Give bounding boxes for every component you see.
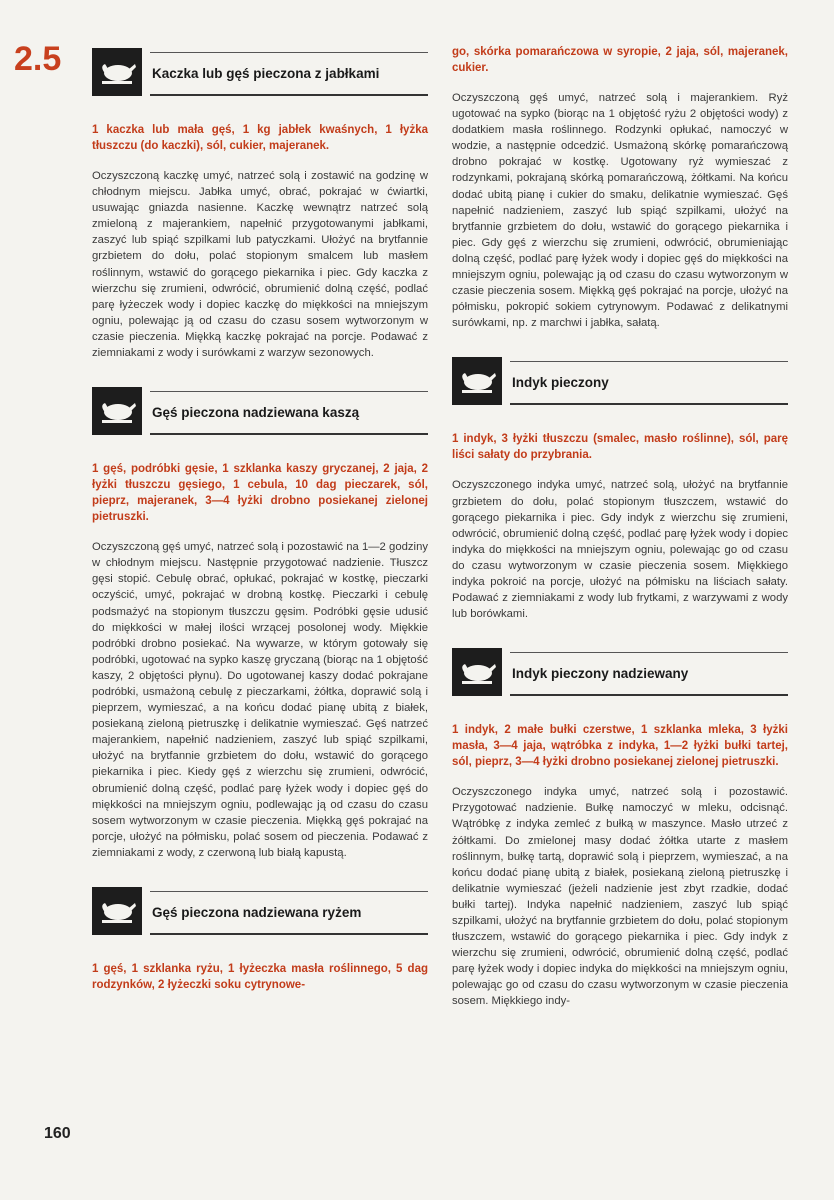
recipe-instructions: Oczyszczoną kaczkę umyć, natrzeć solą i zostawić na godzinę w chłodnym miejscu. Jabłka umyć, obrać, pokrajać w ćwiartki, usuwając gniazda nasienne. Kaczkę wewnątrz natrzeć solą zmieloną z majerankiem, napełnić przygotowanymi jabłkami, zaszyć lub spiąć szpilkami lub patyczkami. Ułożyć na brytfannie grzbietem do dołu, polać stopionym smalcem lub masłem roślinnym, wstawić do gorącego piekarnika i piec. Gdy kaczka z wierzchu się zrumieni, odwrócić, obrumienić dolną część, podlać parę łyżeczek wody i dopiec kaczkę do miękkości na mniejszym ogniu, polewając ją od czasu do czasu sosem wytworzonym w czasie pieczenia. Miękką kaczkę pokrajać na porcje. Podawać z ziemniakami z wody i surówkami z warzyw sezonowych. — [92, 170, 428, 360]
ingredients-continued: go, skórka pomarańczowa w syropie, 2 jaja, sól, majeranek, cukier. — [452, 46, 788, 74]
ingredients: 1 gęś, podróbki gęsie, 1 szklanka kaszy gryczanej, 2 jaja, 2 łyżki tłuszczu gęsiego, 1 cebula, 10 dag pieczarek, sól, pieprz, majeranek, 3—4 łyżki drobno posiekanej zielonej pietruszki. — [92, 463, 428, 524]
roast-poultry-icon — [92, 48, 142, 96]
recipe-instructions: Oczyszczoną gęś umyć, natrzeć solą i pozostawić na 1—2 godziny w chłodnym miejscu. Następnie przygotować nadzienie. Tłuszcz gęsi stopić. Cebulę obrać, opłukać, pokrajać w kostkę, pieczarki oczyścić, umyć, pokrajać w drobną kostkę. Pieczarki i cebulę podsmażyć na stopionym tłuszczu gęsim. Podróbki gęsie udusić do miękkości w małej ilości wrzącej posolonej wody. Miękkie podróbki drobno posiekać. Na wywarze, w którym gotowały się podróbki, ugotować na sypko kaszę gryczaną (biorąc na 1 objętość kaszy, 2 objętości płynu). Do ugotowanej kaszy dodać pokrajane podróbki, usmażoną cebulę z pieczarkami, żółtka, doprawić solą i pieprzem, wymieszać, a na końcu dodać pianę ubitą z białek, posiekaną zieloną pietruszkę i delikatnie wymieszać. Gęś natrzeć majerankiem, napełnić nadzieniem, zaszyć lub spiąć szpilkami, ułożyć na brytfannie grzbietem do dołu, wstawić do gorącego piekarnika i piec. Kiedy gęś z wierzchu się zrumieni, odwrócić, obrumienić dolną część, podlać parę łyżek wody i dopiec gęś do miękkości na mniejszym ogniu, podlewając ją od czasu do czasu sosem wytworzonym w czasie pieczenia. Miękką gęś pokrajać na porcje, ułożyć na półmisku, polać sosem od pieczenia. Podawać z ziemniakami z wody, z czerwoną lub białą kapustą. — [92, 541, 428, 859]
page-number: 160 — [44, 1125, 71, 1142]
ingredients: 1 indyk, 3 łyżki tłuszczu (smalec, masło roślinne), sól, parę liści sałaty do przybrania. — [452, 433, 788, 462]
recipe-instructions: Oczyszczonego indyka umyć, natrzeć solą i pozostawić. Przygotować nadzienie. Bułkę namoczyć w mleku, odcisnąć. Wątróbkę z indyka zemleć z bułką w maszynce. Masło utrzeć z żółtkami. Do zmielonej masy dodać żółtka utarte z masłem roślinnym, bułkę tartą, doprawić solą i pieprzem, wymieszać, a na końcu dodać pianę ubitą z białek, posiekaną zieloną pietruszkę i delikatnie wymieszać (jeżeli nadzienie jest zbyt rzadkie, dodać bułki tartej). Indyka napełnić nadzieniem, zaszyć lub spiąć szpilkami, ułożyć na brytfannie grzbietem do dołu, polać stopionym tłuszczem, wstawić do gorącego piekarnika i piec. Gdy indyk z wierzchu się zrumieni, odwrócić, obrumienić dolną część, podlać parę łyżek wody i dopiec indyka do miękkości na mniejszym ogniu, polewając go od czasu do czasu wytworzonym w czasie pieczenia sosem. Miękkiego indy- — [452, 786, 788, 1008]
recipe-header — [92, 387, 428, 439]
section-number: 2.5 — [14, 40, 62, 78]
roast-poultry-icon — [92, 887, 142, 935]
recipe-header — [452, 648, 788, 700]
right-column — [452, 44, 788, 1036]
recipe-title: Indyk pieczony nadziewany — [512, 666, 689, 682]
roast-poultry-icon — [452, 648, 502, 696]
recipe-title: Kaczka lub gęś pieczona z jabłkami — [152, 66, 380, 81]
roast-poultry-icon — [92, 387, 142, 435]
recipe-instructions: Oczyszczonego indyka umyć, natrzeć solą, ułożyć na brytfannie grzbietem do dołu, polać stopionym tłuszczem, wstawić do gorącego piekarnika i piec. Gdy indyk z wierzchu się zrumieni, odwrócić, obrumienić dolną część, podlać parę łyżek wody i dopiec indyka do miękkości na mniejszym ogniu, polewając go od czasu do czasu wytworzonym w czasie pieczenia sosem. Miękkiego indyka pokroić na porcje, ułożyć na półmisku na liściach sałaty. Podawać z ziemniakami z wody lub frytkami, z warzywami z wody lub borówkami. — [452, 479, 788, 621]
ingredients: 1 gęś, 1 szklanka ryżu, 1 łyżeczka masła roślinnego, 5 dag rodzynków, 2 łyżeczki soku cytrynowe- — [92, 963, 428, 991]
recipe-title: Gęś pieczona nadziewana ryżem — [152, 905, 362, 920]
recipe-header — [452, 357, 788, 409]
ingredients: 1 indyk, 2 małe bułki czerstwe, 1 szklanka mleka, 3 łyżki masła, 3—4 jaja, wątróbka z indyka, 1—2 łyżki bułki tartej, sól, pieprz, 3—4 łyżki drobno posiekanej zielonej pietruszki. — [452, 724, 788, 769]
recipe-instructions-continued: Oczyszczoną gęś umyć, natrzeć solą i majerankiem. Ryż ugotować na sypko (biorąc na 1 objętość ryżu 2 objętości wody) z dodatkiem masła roślinnego. Rodzynki opłukać, namoczyć w wodzie, a następnie odcedzić. Usmażoną skórkę pomarańczową drobno pokrajać w kostkę. Ugotowany ryż wymieszać z rodzynkami, pokrajaną skórką pomarańczową, żółtkami. Na końcu dodać ubitą pianę i cukier do smaku, delikatnie wymieszać. Gęś napełnić nadzieniem, zaszyć lub spiąć szpilkami, ułożyć na brytfannie grzbietem do dołu, wstawić do gorącego piekarnika i piec. Gdy gęś z wierzchu się zrumieni, odwrócić, obrumieniając dolną część, podlać parę łyżek wody i dopiec gęś do miękkości na mniejszym ogniu, polewając ją od czasu do czasu wytworzonym w czasie pieczenia sosem. Miękką gęś pokrajać na porcje, ułożyć na półmisku, pokropić sokiem cytrynowym. Podawać z delikatnymi surówkami, np. z marchwi i jabłka, sałatą. — [452, 92, 788, 330]
ingredients: 1 kaczka lub mała gęś, 1 kg jabłek kwaśnych, 1 łyżka tłuszczu (do kaczki), sól, cukier, majeranek. — [92, 124, 428, 152]
recipe-title: Indyk pieczony — [512, 375, 609, 391]
left-column — [92, 48, 428, 1007]
recipe-header — [92, 887, 428, 939]
roast-poultry-icon — [452, 357, 502, 405]
recipe-title: Gęś pieczona nadziewana kaszą — [152, 405, 360, 421]
recipe-header — [92, 48, 428, 100]
